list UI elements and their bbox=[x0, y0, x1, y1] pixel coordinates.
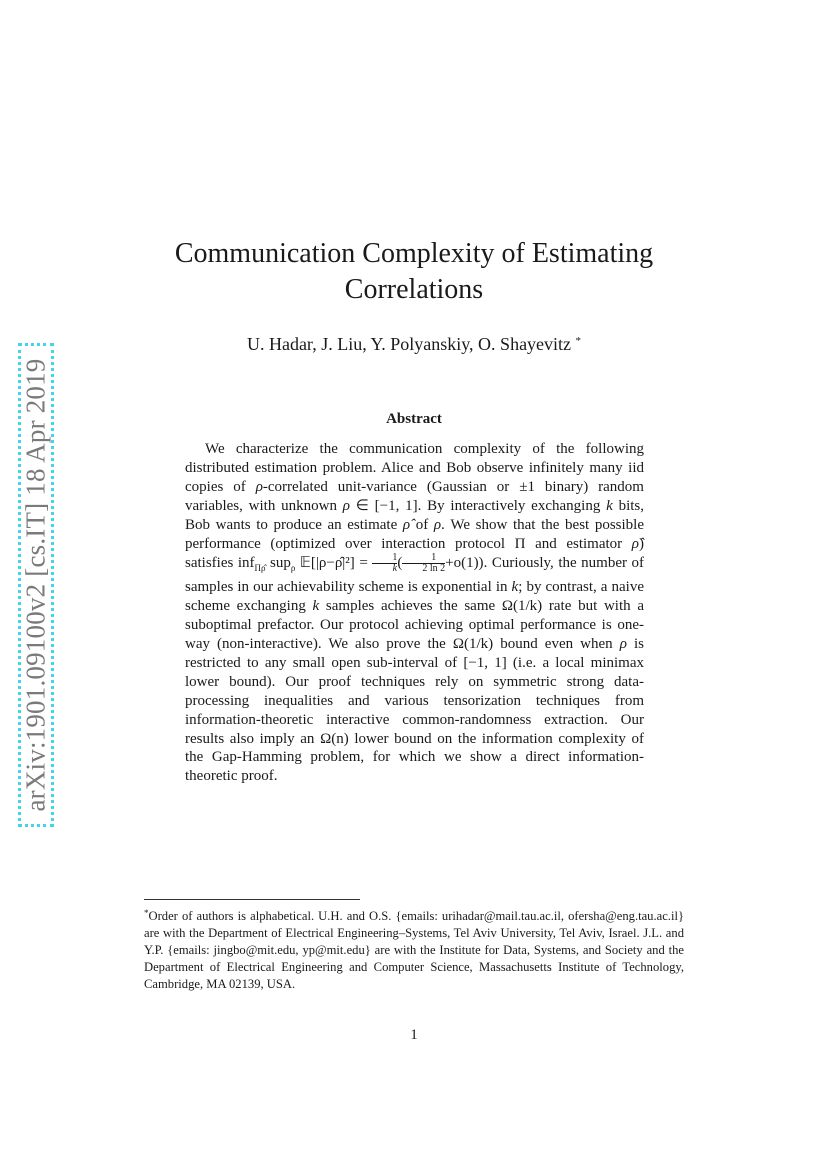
title-line-1: Communication Complexity of Estimating bbox=[174, 238, 654, 269]
abstract-body: We characterize the communication complexity of the following distributed estimation problem. Alice and Bob observe infinitely many iid copies of ρ-correlated unit-variance (Gaussian or ±1 binary) random variables, with unknown ρ ∈ [−1, 1]. By interactively exchanging k bits, Bob wants to produce an estimate ρ̂ of ρ. We show that the best possible performance (optimized over interaction protocol Π and estimator ρ̂) satisfies inf$_{\Pi\rhô}$ sup$_\rho$ 𝔼[|ρ−ρ̂|²] = $\frac{1}{k}$ ( $\frac{1}{2 \ln 2}$ +o(1)). Curiously, the number of samples in our achievability scheme is exponential in k; by contrast, a naive scheme exchanging k samples achieves the same Ω(1/k) rate but with a suboptimal prefactor. Our protocol achieving optimal performance is one-way (non-interactive). We also prove the Ω(1/k) bound even when ρ is restricted to any small open sub-interval of [−1, 1] (i.e. a local minimax lower bound). Our proof techniques rely on symmetric strong data-processing inequalities and various tensorization techniques from information-theoretic interactive common-randomness extraction. Our results also imply an Ω(n) lower bound on the information complexity of the Gap-Hamming problem, for which we show a direct information-theoretic proof. bbox=[185, 441, 645, 785]
author-list bbox=[160, 329, 668, 356]
footnote bbox=[144, 905, 684, 993]
author-footnote-mark: * bbox=[575, 335, 582, 347]
footnote-mark: * bbox=[144, 908, 149, 918]
abstract-heading: Abstract bbox=[386, 411, 442, 427]
footnote-text: Order of authors is alphabetical. U.H. and O.S. {emails: urihadar@mail.tau.ac.il, ofersha@eng.tau.ac.il} are with the Department of Electrical Engineering–Systems, Tel Aviv University, Tel Aviv, Israel. J.L. and Y.P. {emails: jingbo@mit.edu, yp@mit.edu} are with the Institute for Data, Systems, and Society and the Department of Electrical Engineering and Computer Science, Massachusetts Institute of Technology, Cambridge, MA 02139, USA. bbox=[144, 909, 684, 991]
footnote-divider bbox=[144, 899, 360, 900]
authors-names: U. Hadar, J. Liu, Y. Polyanskiy, O. Shayevitz bbox=[246, 334, 572, 354]
paper-title bbox=[160, 236, 668, 308]
main-formula: inf$_{\Pi\rhô}$ sup$_\rho$ 𝔼[|ρ−ρ̂|²] = $\frac{1}{k}$ ( $\frac{1}{2 \ln 2}$ +o(1)) bbox=[237, 552, 484, 575]
page-number: 1 bbox=[410, 1027, 418, 1043]
arxiv-identifier: arXiv:1901.09100v2 [cs.IT] 18 Apr 2019 bbox=[20, 358, 51, 812]
title-line-2: Correlations bbox=[344, 274, 484, 305]
